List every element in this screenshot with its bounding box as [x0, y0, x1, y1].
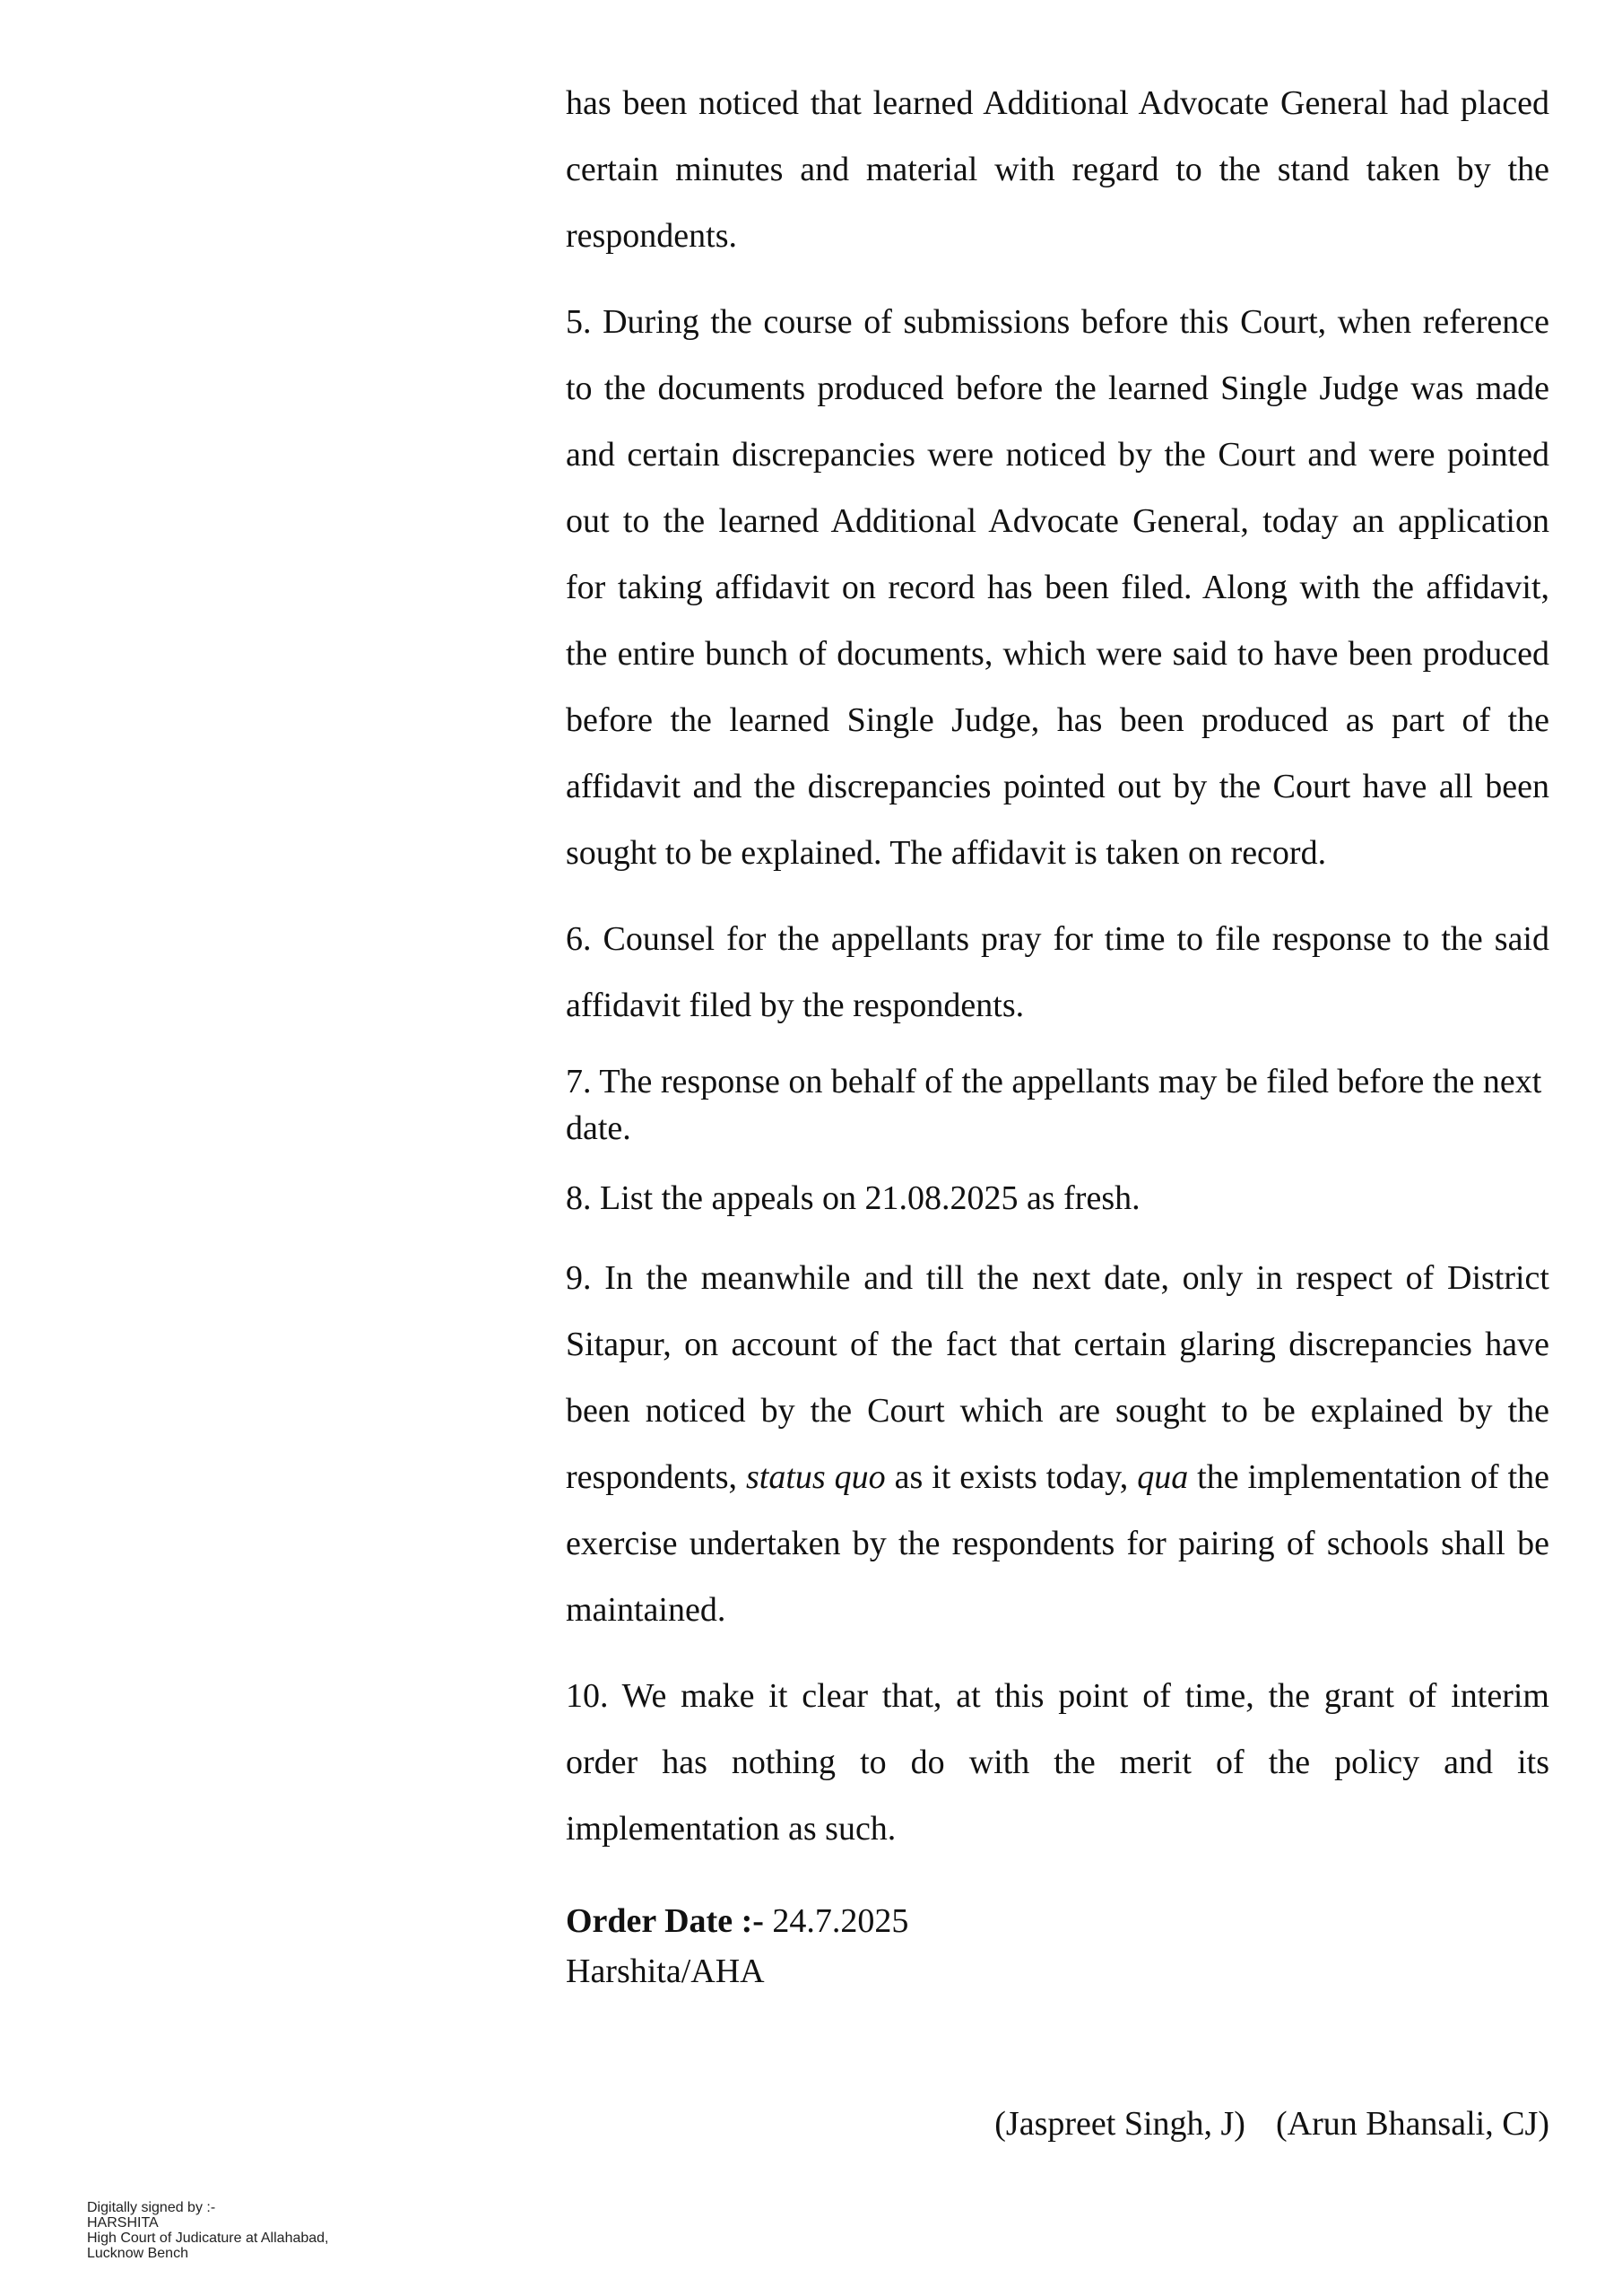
paragraph-9-part3: the implementation of the exercise undertaken by the respondents for pairing of schools shall be maintained. [566, 1458, 1549, 1629]
paragraph-9-qua: qua [1137, 1458, 1189, 1496]
digital-signature-signer: HARSHITA [87, 2215, 159, 2231]
digital-signature-line1: Digitally signed by :- [87, 2200, 216, 2215]
judge-2: (Arun Bhansali, CJ) [1275, 2105, 1549, 2143]
digital-signature-bench: Lucknow Bench [87, 2246, 188, 2261]
order-date-value: 24.7.2025 [772, 1902, 909, 1940]
judge-1: (Jaspreet Singh, J) [994, 2105, 1245, 2143]
paragraph-9 [566, 1245, 1549, 1643]
paragraph-7: 7. The response on behalf of the appellants may be filed before the next date. [566, 1063, 1542, 1147]
digital-signature-block [87, 2200, 329, 2261]
judge-signatures [566, 2099, 1549, 2149]
order-body [566, 70, 1549, 1996]
continuation-paragraph: has been noticed that learned Additional Advocate General had placed certain minutes and material with regard to the stand taken by the respondents. [566, 84, 1549, 255]
paragraph-9-status-quo: status quo [745, 1458, 886, 1496]
initials: Harshita/AHA [566, 1952, 765, 1990]
paragraph-5: 5. During the course of submissions before this Court, when reference to the documents produced before the learned Single Judge was made and certain discrepancies were noticed by the Court and were pointed out to the learned Additional Advocate General, today an application for taking affidavit on record has been filed. Along with the affidavit, the entire bunch of documents, which were said to have been produced before the learned Single Judge, has been produced as part of the affidavit and the discrepancies pointed out by the Court have all been sought to be explained. The affidavit is taken on record. [566, 303, 1549, 872]
paragraph-8: 8. List the appeals on 21.08.2025 as fresh. [566, 1179, 1141, 1217]
order-date-label: Order Date :- [566, 1902, 764, 1940]
order-date [566, 1896, 1549, 1946]
paragraph-9-part2: as it exists today, [894, 1458, 1129, 1496]
paragraph-10: 10. We make it clear that, at this point of time, the grant of interim order has nothing to do with the merit of the policy and its implementation as such. [566, 1677, 1549, 1848]
paragraph-9-part1: 9. In the meanwhile and till the next date, only in respect of District Sitapur, on account of the fact that certain glaring discrepancies have been noticed by the Court which are sought to be explained by the respondents, [566, 1259, 1549, 1496]
paragraph-6: 6. Counsel for the appellants pray for time to file response to the said affidavit filed by the respondents. [566, 920, 1549, 1024]
digital-signature-court: High Court of Judicature at Allahabad, [87, 2231, 329, 2246]
